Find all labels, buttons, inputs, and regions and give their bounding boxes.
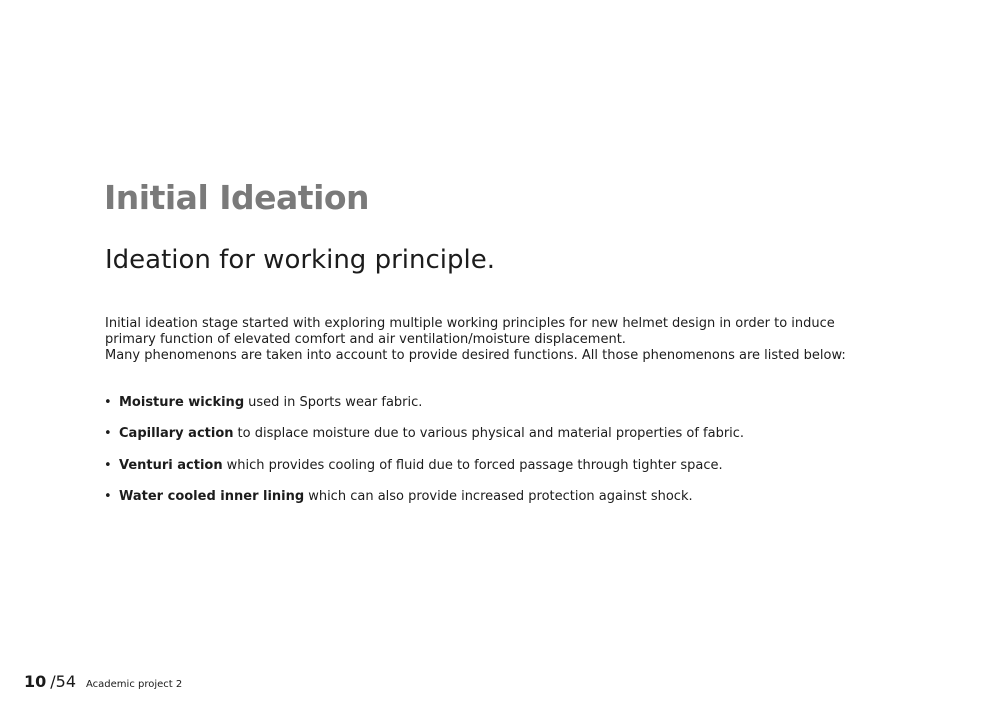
phenomenon-list	[104, 394, 744, 519]
page-title: Initial Ideation	[104, 178, 370, 217]
page-subtitle: Ideation for working principle.	[105, 245, 495, 275]
intro-line: Many phenomenons are taken into account to provide desired functions. All those phenomenons are listed below:	[105, 348, 846, 363]
intro-paragraph	[105, 316, 905, 364]
intro-line: primary function of elevated comfort and air ventilation/moisture displacement.	[105, 332, 626, 347]
list-item	[104, 488, 744, 519]
project-label: Academic project 2	[86, 679, 183, 690]
intro-line: Initial ideation stage started with exploring multiple working principles for new helmet design in order to induce	[105, 316, 835, 331]
bullet-icon: •	[104, 395, 112, 410]
page-number: 10	[24, 672, 47, 691]
bullet-text: used in Sports wear fabric.	[248, 395, 423, 410]
bullet-text: which can also provide increased protection against shock.	[308, 488, 693, 504]
bullet-text: which provides cooling of fluid due to forced passage through tighter space.	[226, 457, 723, 473]
bullet-term: Venturi action	[119, 457, 223, 473]
bullet-term: Capillary action	[119, 426, 234, 442]
bullet-term: Water cooled inner lining	[119, 488, 305, 504]
bullet-icon: •	[104, 488, 112, 504]
list-item	[104, 457, 744, 488]
list-item	[104, 425, 744, 456]
bullet-text: to displace moisture due to various physical and material properties of fabric.	[237, 426, 745, 442]
bullet-icon: •	[104, 426, 112, 442]
bullet-icon: •	[104, 457, 112, 473]
page-footer	[24, 672, 182, 691]
page-total: /54	[50, 672, 77, 691]
bullet-term: Moisture wicking	[119, 395, 245, 410]
list-item	[104, 394, 744, 425]
